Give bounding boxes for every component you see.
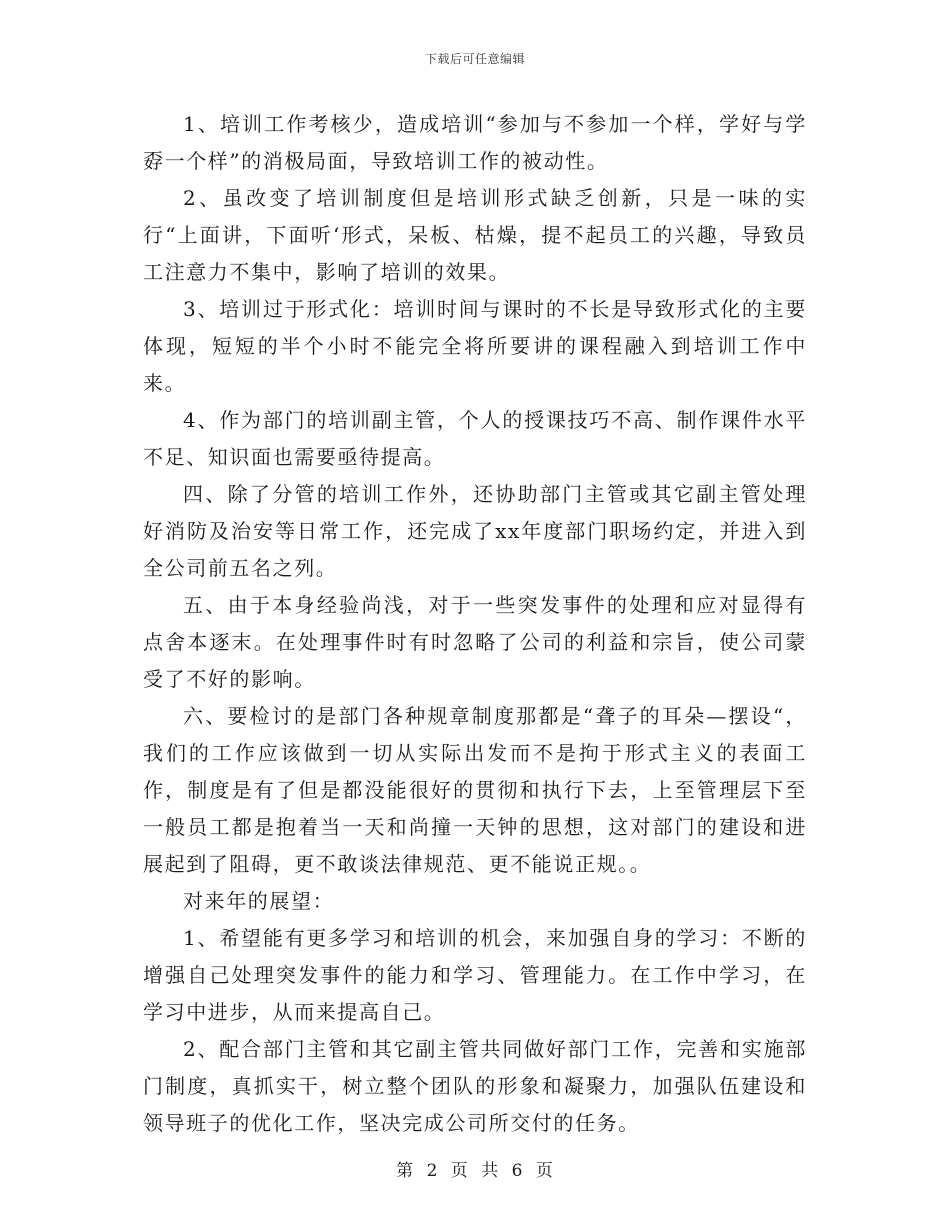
paragraph-section-five: 五、由于本身经验尚浅，对于一些突发事件的处理和应对显得有点舍本逐末。在处理事件时有时忽略了公司的利益和宗旨，使公司蒙受了不好的影响。 [143, 593, 807, 691]
paragraph-section-four: 四、除了分管的培训工作外，还协助部门主管或其它副主管处理好消防及治安等日常工作，还完成了xx年度部门职场约定，并进入到全公司前五名之列。 [143, 482, 807, 580]
paragraph-outlook-learning: 1、希望能有更多学习和培训的机会，来加强自身的学习：不断的增强自己处理突发事件的能力和学习、管理能力。在工作中学习，在学习中进步，从而来提高自己。 [143, 926, 807, 1024]
document-body [143, 106, 807, 1142]
header-note: 下载后可任意编辑 [424, 52, 525, 66]
page-number: 第 2 页 共 6 页 [396, 1161, 554, 1181]
paragraph-formalism: 3、培训过于形式化：培训时间与课时的不长是导致形式化的主要体现，短短的半个小时不能完全将所要讲的课程融入到培训工作中来。 [143, 297, 807, 395]
paragraph-section-six: 六、要检讨的是部门各种规章制度那都是“聋子的耳朵—摆设“，我们的工作应该做到一切从实际出发而不是拘于形式主义的表面工作，制度是有了但是都没能很好的贯彻和执行下去，上至管理层下至一般员工都是抱着当一天和尚撞一天钟的思想，这对部门的建设和进展起到了阻碍，更不敢谈法律规范、更不能说正规。。 [143, 704, 807, 876]
paragraph-training-assessment: 1、培训工作考核少，造成培训“参加与不参加一个样，学好与学孬一个样”的消极局面，导致培训工作的被动性。 [143, 112, 807, 173]
paragraph-outlook-cooperation: 2、配合部门主管和其它副主管共同做好部门工作，完善和实施部门制度，真抓实干，树立整个团队的形象和凝聚力，加强队伍建设和领导班子的优化工作，坚决完成公司所交付的任务。 [143, 1037, 807, 1135]
paragraph-training-format: 2、虽改变了培训制度但是培训形式缺乏创新，只是一味的实行“上面讲，下面听‘形式，呆板、枯燥，提不起员工的兴趣，导致员工注意力不集中，影响了培训的效果。 [143, 186, 807, 284]
paragraph-teaching-skill: 4、作为部门的培训副主管，个人的授课技巧不高、制作课件水平不足、知识面也需要亟待提高。 [143, 408, 807, 469]
paragraph-outlook-heading: 对来年的展望： [183, 889, 335, 913]
